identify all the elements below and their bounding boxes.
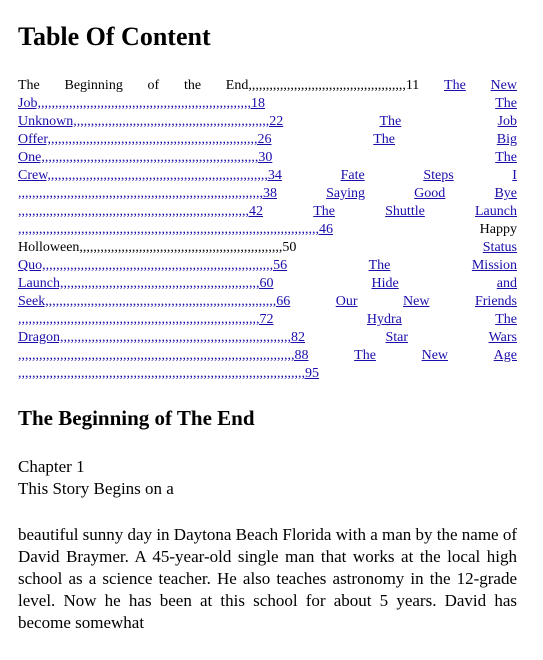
toc-link[interactable]: Steps — [423, 168, 454, 183]
table-of-contents — [18, 77, 517, 383]
toc-link[interactable]: ,,,,,,,,,,,,,,,,,,,,,,,,,,,,,,,,,,,,,,,,,,,,,,,,,,,,,,,,,,,,,,,,,,,,,,,,,,,,,,,88 — [18, 348, 309, 363]
toc-link[interactable]: Bye — [494, 186, 517, 201]
toc-link[interactable]: One,,,,,,,,,,,,,,,,,,,,,,,,,,,,,,,,,,,,,,,,,,,,,,,,,,,,,,,,,,,,,,30 — [18, 150, 273, 165]
toc-link[interactable]: Age — [493, 348, 517, 363]
toc-line — [18, 131, 517, 149]
toc-link[interactable]: Fate — [340, 168, 365, 183]
toc-link[interactable]: ,,,,,,,,,,,,,,,,,,,,,,,,,,,,,,,,,,,,,,,,,,,,,,,,,,,,,,,,,,,,,,,,,,,,,,,,,,,,,,,,,,95 — [18, 366, 319, 381]
toc-line — [18, 113, 517, 131]
toc-link[interactable]: Job — [497, 114, 517, 129]
toc-line — [18, 293, 517, 311]
toc-link[interactable]: Shuttle — [385, 204, 425, 219]
toc-link[interactable]: Unknown,,,,,,,,,,,,,,,,,,,,,,,,,,,,,,,,,,,,,,,,,,,,,,,,,,,,,,,,22 — [18, 114, 284, 129]
toc-link[interactable]: The — [379, 114, 402, 129]
toc-link[interactable]: Mission — [471, 258, 517, 273]
toc-link[interactable]: ,,,,,,,,,,,,,,,,,,,,,,,,,,,,,,,,,,,,,,,,,,,,,,,,,,,,,,,,,,,,,,,,,,,,,72 — [18, 312, 274, 327]
toc-line — [18, 239, 517, 257]
toc-link[interactable]: Crew,,,,,,,,,,,,,,,,,,,,,,,,,,,,,,,,,,,,,,,,,,,,,,,,,,,,,,,,,,,,,,,34 — [18, 168, 282, 183]
chapter-title: The Beginning of The End — [18, 406, 255, 430]
toc-link[interactable]: Saying — [326, 186, 366, 201]
toc-link[interactable]: Good — [414, 186, 446, 201]
toc-line — [18, 203, 517, 221]
toc-text: the — [183, 78, 202, 93]
toc-link[interactable]: Star — [385, 330, 409, 345]
toc-link[interactable]: Hide — [371, 276, 399, 291]
toc-line — [18, 311, 517, 329]
toc-link[interactable]: The — [495, 96, 517, 111]
toc-text: Beginning — [64, 78, 123, 93]
toc-link[interactable]: New — [421, 348, 449, 363]
toc-link[interactable]: The — [313, 204, 335, 219]
toc-text: of — [147, 78, 160, 93]
toc-link[interactable]: Our — [335, 294, 358, 309]
toc-link[interactable]: Seek,,,,,,,,,,,,,,,,,,,,,,,,,,,,,,,,,,,,,,,,,,,,,,,,,,,,,,,,,,,,,,,,,,66 — [18, 294, 291, 309]
toc-link[interactable]: New — [490, 78, 517, 93]
toc-line — [18, 221, 517, 239]
toc-line — [18, 257, 517, 275]
toc-link[interactable]: Launch,,,,,,,,,,,,,,,,,,,,,,,,,,,,,,,,,,,,,,,,,,,,,,,,,,,,,,,,,60 — [18, 276, 274, 291]
toc-line — [18, 275, 517, 293]
toc-text: End,,,,,,,,,,,,,,,,,,,,,,,,,,,,,,,,,,,,,,,,,,,,,11 — [225, 78, 420, 93]
toc-link[interactable]: I — [512, 168, 517, 183]
chapter-subtitle: This Story Begins on a — [18, 479, 174, 498]
toc-text: The — [18, 78, 40, 93]
toc-link[interactable]: The — [495, 312, 517, 327]
toc-link[interactable]: New — [403, 294, 430, 309]
toc-link[interactable]: and — [496, 276, 517, 291]
toc-text: Happy — [479, 222, 517, 237]
toc-link[interactable]: Big — [496, 132, 517, 147]
toc-line — [18, 149, 517, 167]
toc-link[interactable]: Friends — [474, 294, 517, 309]
toc-link[interactable]: The — [444, 78, 466, 93]
toc-line — [18, 365, 517, 383]
toc-link[interactable]: ,,,,,,,,,,,,,,,,,,,,,,,,,,,,,,,,,,,,,,,,,,,,,,,,,,,,,,,,,,,,,,,,,,42 — [18, 204, 263, 219]
toc-link[interactable]: The — [373, 132, 396, 147]
toc-text: Holloween,,,,,,,,,,,,,,,,,,,,,,,,,,,,,,,,,,,,,,,,,,,,,,,,,,,,,,,,,,50 — [18, 240, 297, 255]
toc-link[interactable]: Hydra — [366, 312, 402, 327]
toc-link[interactable]: Offer,,,,,,,,,,,,,,,,,,,,,,,,,,,,,,,,,,,,,,,,,,,,,,,,,,,,,,,,,,,,26 — [18, 132, 272, 147]
toc-line — [18, 347, 517, 365]
toc-line — [18, 329, 517, 347]
toc-link[interactable]: The — [495, 150, 517, 165]
toc-link[interactable]: Job,,,,,,,,,,,,,,,,,,,,,,,,,,,,,,,,,,,,,,,,,,,,,,,,,,,,,,,,,,,,,18 — [18, 96, 265, 111]
toc-line — [18, 95, 517, 113]
toc-link[interactable]: Launch — [475, 204, 517, 219]
toc-line — [18, 185, 517, 203]
toc-line — [18, 77, 517, 95]
toc-link[interactable]: Quo,,,,,,,,,,,,,,,,,,,,,,,,,,,,,,,,,,,,,,,,,,,,,,,,,,,,,,,,,,,,,,,,,,56 — [18, 258, 288, 273]
toc-line — [18, 167, 517, 185]
chapter-label: Chapter 1 — [18, 457, 85, 476]
chapter-body-text: beautiful sunny day in Daytona Beach Florida with a man by the name of David Braymer. A 45-year-old single man that works at the local high school as a science teacher. He also teaches astronomy in the 12-grade level. Now he has been at this school for about 5 years. David has become somewhat — [18, 525, 518, 632]
toc-link[interactable]: Dragon,,,,,,,,,,,,,,,,,,,,,,,,,,,,,,,,,,,,,,,,,,,,,,,,,,,,,,,,,,,,,,,,,,82 — [18, 330, 305, 345]
toc-title: Table Of Content — [18, 22, 211, 51]
toc-link[interactable]: Status — [482, 240, 517, 255]
toc-link[interactable]: The — [354, 348, 376, 363]
toc-link[interactable]: The — [368, 258, 391, 273]
toc-link[interactable]: Wars — [488, 330, 517, 345]
toc-link[interactable]: ,,,,,,,,,,,,,,,,,,,,,,,,,,,,,,,,,,,,,,,,,,,,,,,,,,,,,,,,,,,,,,,,,,,,,,,,,,,,,,,,,,,,,,46 — [18, 222, 333, 237]
toc-link[interactable]: ,,,,,,,,,,,,,,,,,,,,,,,,,,,,,,,,,,,,,,,,,,,,,,,,,,,,,,,,,,,,,,,,,,,,,,38 — [18, 186, 277, 201]
